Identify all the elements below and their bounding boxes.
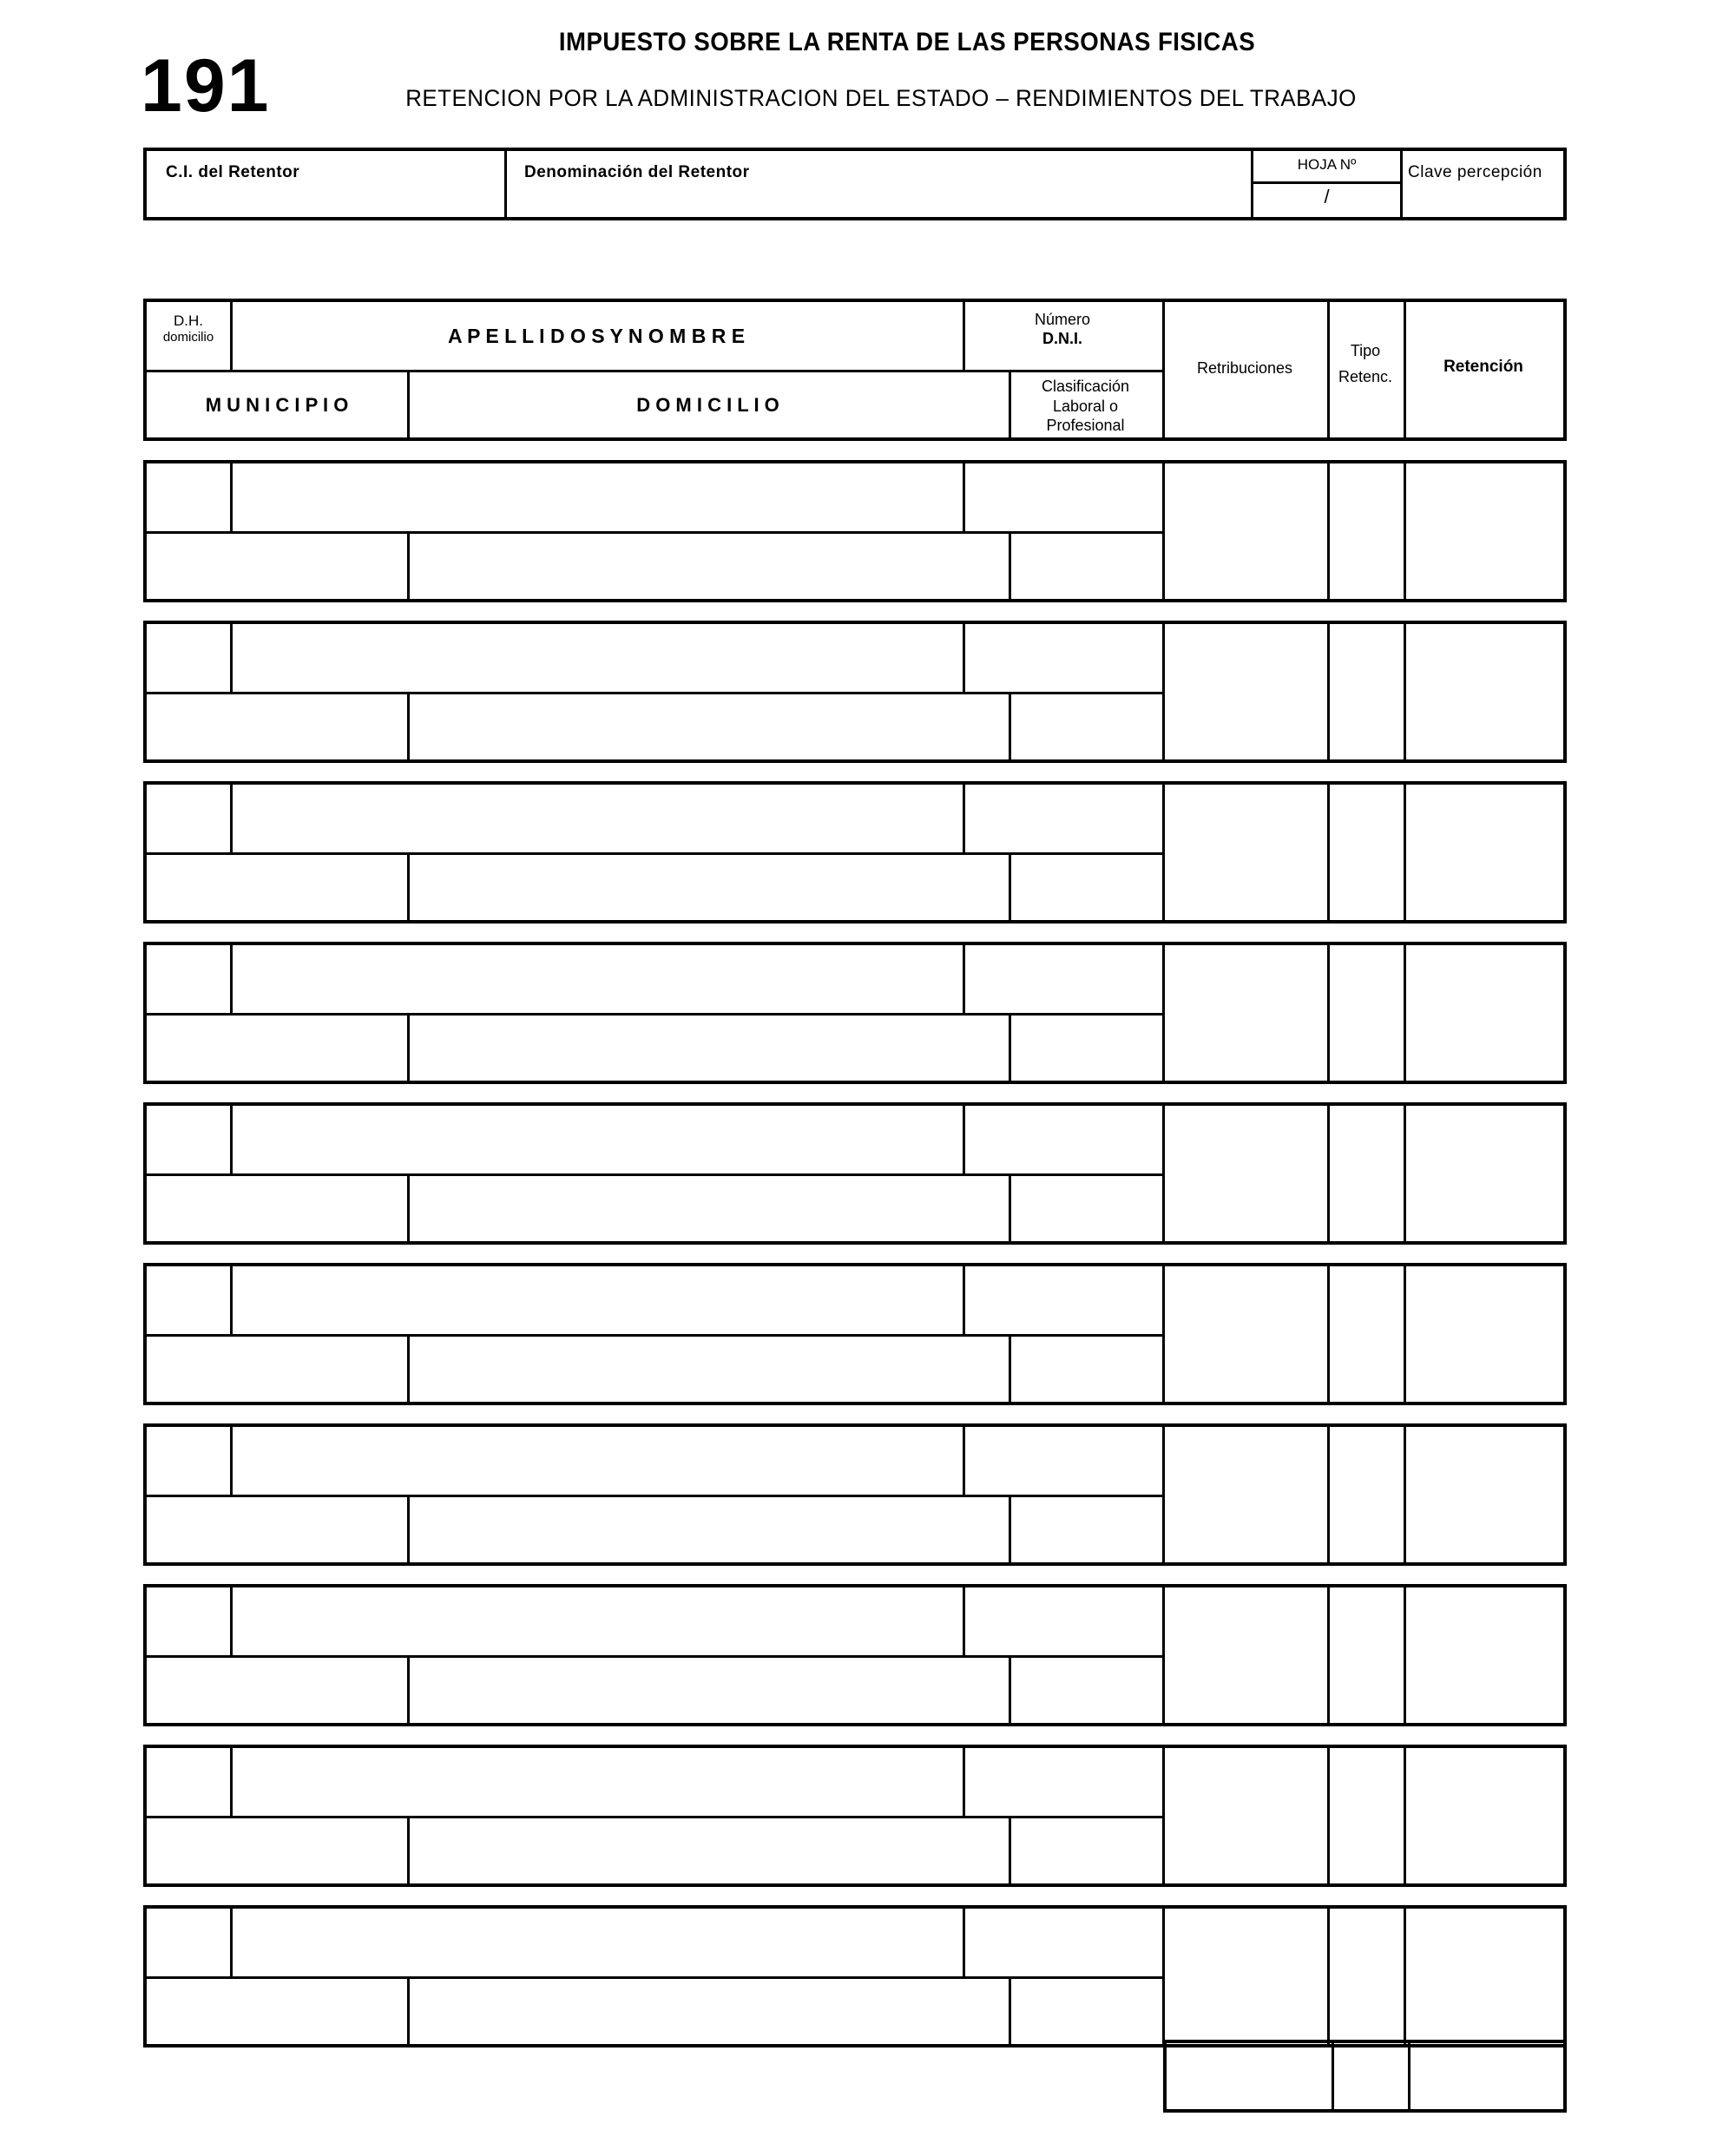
retribuciones-field[interactable]: [1162, 1909, 1327, 2044]
dh-domicilio-header: D.H. domicilio: [162, 312, 214, 345]
dh-field[interactable]: [147, 1748, 230, 1816]
domicilio-header: D O M I C I L I O: [636, 394, 779, 416]
domicilio-field[interactable]: [407, 1495, 1009, 1562]
clasificacion-field[interactable]: [1009, 1013, 1162, 1081]
dni-field[interactable]: [963, 785, 1162, 852]
dh-field[interactable]: [147, 624, 230, 692]
apellidos-nombre-field[interactable]: [230, 1587, 963, 1655]
clasificacion-field[interactable]: [1009, 531, 1162, 599]
municipio-field[interactable]: [147, 1334, 407, 1402]
dni-field[interactable]: [963, 945, 1162, 1013]
domicilio-field[interactable]: [407, 1976, 1009, 2044]
domicilio-field[interactable]: [407, 692, 1009, 759]
retentor-header-box: [143, 148, 1567, 220]
apellidos-nombre-header: A P E L L I D O S Y N O M B R E: [447, 325, 746, 347]
dh-field[interactable]: [147, 1266, 230, 1334]
dh-field[interactable]: [147, 945, 230, 1013]
retribuciones-field[interactable]: [1162, 463, 1327, 599]
dni-field[interactable]: [963, 624, 1162, 692]
dni-field[interactable]: [963, 1427, 1162, 1495]
municipio-field[interactable]: [147, 1816, 407, 1883]
form-subtitle: RETENCION POR LA ADMINISTRACION DEL ESTADO – RENDIMIENTOS DEL TRABAJO: [405, 85, 1357, 111]
retribuciones-field[interactable]: [1162, 945, 1327, 1081]
tipo-retencion-field[interactable]: [1327, 1748, 1404, 1883]
retribuciones-field[interactable]: [1162, 785, 1327, 920]
total-retencion-field[interactable]: [1408, 2043, 1564, 2109]
tipo-retencion-field[interactable]: [1327, 785, 1404, 920]
retribuciones-field[interactable]: [1162, 1106, 1327, 1241]
clasificacion-header: Clasificación Laboral o Profesional: [1041, 378, 1130, 434]
domicilio-field[interactable]: [407, 531, 1009, 599]
dh-field[interactable]: [147, 463, 230, 531]
domicilio-field[interactable]: [407, 1816, 1009, 1883]
retribuciones-header: Retribuciones: [1196, 359, 1293, 377]
clasificacion-field[interactable]: [1009, 1495, 1162, 1562]
tipo-retencion-field[interactable]: [1327, 1909, 1404, 2044]
retencion-field[interactable]: [1404, 1587, 1563, 1723]
dni-field[interactable]: [963, 1587, 1162, 1655]
totals-box: [1163, 2040, 1567, 2113]
municipio-field[interactable]: [147, 1655, 407, 1723]
dh-field[interactable]: [147, 1427, 230, 1495]
municipio-field[interactable]: [147, 1495, 407, 1562]
table-row: [143, 781, 1567, 924]
clave-percepcion-field[interactable]: [1403, 151, 1563, 217]
tipo-retencion-field[interactable]: [1327, 463, 1404, 599]
municipio-field[interactable]: [147, 1173, 407, 1241]
hoja-label: HOJA Nº: [1253, 151, 1400, 184]
denominacion-retentor-label: Denominación del Retentor: [524, 163, 750, 181]
retencion-field[interactable]: [1404, 1427, 1563, 1562]
retribuciones-field[interactable]: [1162, 1427, 1327, 1562]
apellidos-nombre-field[interactable]: [230, 785, 963, 852]
apellidos-nombre-field[interactable]: [230, 1266, 963, 1334]
retencion-field[interactable]: [1404, 463, 1563, 599]
municipio-field[interactable]: [147, 531, 407, 599]
clave-percepcion-label: Clave percepción: [1408, 163, 1542, 181]
domicilio-field[interactable]: [407, 1655, 1009, 1723]
table-row: [143, 1745, 1567, 1887]
dni-field[interactable]: [963, 1266, 1162, 1334]
ci-retentor-field[interactable]: [147, 151, 507, 217]
dni-field[interactable]: [963, 463, 1162, 531]
apellidos-nombre-field[interactable]: [230, 624, 963, 692]
apellidos-nombre-field[interactable]: [230, 1427, 963, 1495]
clasificacion-field[interactable]: [1009, 1173, 1162, 1241]
table-row: [143, 942, 1567, 1084]
dh-field[interactable]: [147, 1106, 230, 1173]
retencion-field[interactable]: [1404, 1748, 1563, 1883]
apellidos-nombre-field[interactable]: [230, 1909, 963, 1976]
municipio-field[interactable]: [147, 1013, 407, 1081]
ci-retentor-label: C.I. del Retentor: [166, 163, 300, 181]
column-header-box: [143, 299, 1567, 441]
retribuciones-field[interactable]: [1162, 1748, 1327, 1883]
table-row: [143, 1584, 1567, 1726]
retencion-field[interactable]: [1404, 785, 1563, 920]
total-retribuciones-field[interactable]: [1167, 2043, 1332, 2109]
hoja-field[interactable]: [1253, 151, 1403, 217]
retencion-field[interactable]: [1404, 1909, 1563, 2044]
tipo-retencion-field[interactable]: [1327, 1587, 1404, 1723]
clasificacion-field[interactable]: [1009, 1334, 1162, 1402]
apellidos-nombre-field[interactable]: [230, 463, 963, 531]
domicilio-field[interactable]: [407, 1173, 1009, 1241]
domicilio-field[interactable]: [407, 852, 1009, 920]
tipo-retencion-field[interactable]: [1327, 1427, 1404, 1562]
municipio-header: M U N I C I P I O: [205, 394, 349, 416]
tipo-retencion-field[interactable]: [1327, 945, 1404, 1081]
clasificacion-field[interactable]: [1009, 1655, 1162, 1723]
retencion-field[interactable]: [1404, 1106, 1563, 1241]
denominacion-retentor-field[interactable]: [507, 151, 1253, 217]
dh-field[interactable]: [147, 1587, 230, 1655]
hoja-value: /: [1324, 186, 1330, 207]
apellidos-nombre-field[interactable]: [230, 1106, 963, 1173]
retribuciones-field[interactable]: [1162, 624, 1327, 759]
municipio-field[interactable]: [147, 852, 407, 920]
municipio-field[interactable]: [147, 692, 407, 759]
dni-field[interactable]: [963, 1106, 1162, 1173]
domicilio-field[interactable]: [407, 1334, 1009, 1402]
dni-field[interactable]: [963, 1748, 1162, 1816]
form-number: 191: [141, 44, 271, 128]
retencion-field[interactable]: [1404, 1266, 1563, 1402]
clasificacion-field[interactable]: [1009, 1816, 1162, 1883]
apellidos-nombre-field[interactable]: [230, 1748, 963, 1816]
retencion-header: Retención: [1443, 358, 1523, 376]
retribuciones-field[interactable]: [1162, 1266, 1327, 1402]
municipio-field[interactable]: [147, 1976, 407, 2044]
total-tipo-field[interactable]: [1332, 2043, 1408, 2109]
clasificacion-field[interactable]: [1009, 692, 1162, 759]
table-row: [143, 1905, 1567, 2048]
numero-dni-header: Número D.N.I.: [1034, 311, 1091, 347]
tipo-retencion-field[interactable]: [1327, 1106, 1404, 1241]
table-row: [143, 1263, 1567, 1405]
clasificacion-field[interactable]: [1009, 852, 1162, 920]
form-title: IMPUESTO SOBRE LA RENTA DE LAS PERSONAS FISICAS: [558, 28, 1256, 56]
tipo-retencion-header: Tipo Retenc.: [1338, 342, 1393, 385]
apellidos-nombre-field[interactable]: [230, 945, 963, 1013]
retencion-field[interactable]: [1404, 945, 1563, 1081]
dni-field[interactable]: [963, 1909, 1162, 1976]
retencion-field[interactable]: [1404, 624, 1563, 759]
tipo-retencion-field[interactable]: [1327, 624, 1404, 759]
domicilio-field[interactable]: [407, 1013, 1009, 1081]
retribuciones-field[interactable]: [1162, 1587, 1327, 1723]
clasificacion-field[interactable]: [1009, 1976, 1162, 2044]
table-row: [143, 1102, 1567, 1245]
table-row: [143, 621, 1567, 763]
table-row: [143, 460, 1567, 602]
dh-field[interactable]: [147, 1909, 230, 1976]
tipo-retencion-field[interactable]: [1327, 1266, 1404, 1402]
table-row: [143, 1423, 1567, 1566]
dh-field[interactable]: [147, 785, 230, 852]
